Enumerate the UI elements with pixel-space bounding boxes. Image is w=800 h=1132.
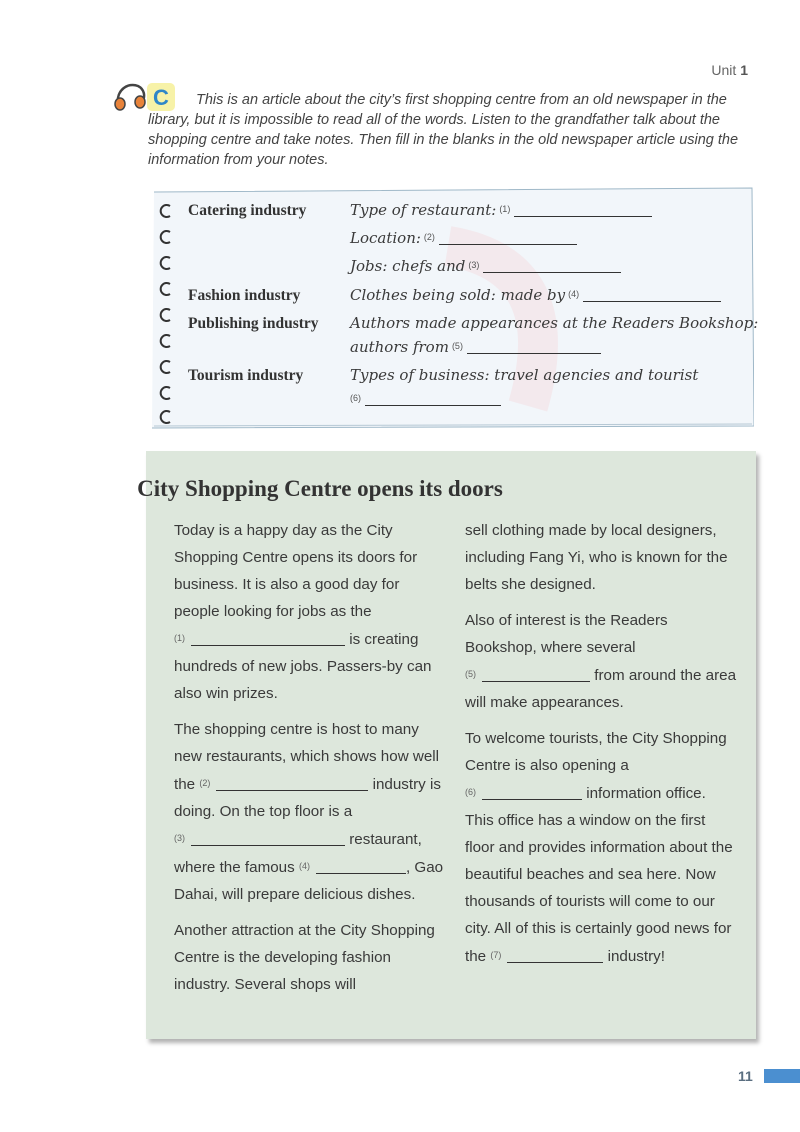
note-catering-line2: Location: $^{(2)}$ xyxy=(350,229,577,247)
article-title: City Shopping Centre opens its doors xyxy=(137,476,503,501)
headphones-icon xyxy=(112,80,148,114)
blank-article-7[interactable] xyxy=(507,962,603,963)
article-column-left xyxy=(174,517,446,1007)
note-label-tourism: Tourism industry xyxy=(188,367,304,384)
note-label-fashion: Fashion industry xyxy=(188,287,301,304)
note-label-publishing: Publishing industry xyxy=(188,315,319,332)
note-catering-line3: Jobs: chefs and $^{(3)}$ xyxy=(350,257,621,275)
page-number-bar xyxy=(764,1069,800,1083)
blank-note-6[interactable] xyxy=(365,405,501,406)
article-paragraph: Also of interest is the Readers Bookshop, where several (5) from around the area will make appearances. xyxy=(465,612,737,711)
blank-note-1[interactable] xyxy=(514,216,652,217)
article-paragraph: Today is a happy day as the City Shopping Centre opens its doors for business. It is also a good day for people looking for jobs as the (1) is creating hundreds of new jobs. Passers-by can also win prizes. xyxy=(174,522,432,702)
article-paragraph: To welcome tourists, the City Shopping Centre is also opening a (6) information office. This office has a window on the first floor and provides information about the beautiful beaches and sea here. Now thousands of tourists will come to our city. All of this is certainly good news for the (7) industry! xyxy=(465,730,733,965)
note-tourism-line2: (6) xyxy=(350,390,501,408)
article-paragraph: The shopping centre is host to many new restaurants, which shows how well the (2) industry is doing. On the top floor is a (3) restaurant, where the famous (4) , Gao Dahai, will prepare delicious dishes. xyxy=(174,721,444,903)
note-tourism-line1: Types of business: travel agencies and tourist xyxy=(350,366,699,384)
blank-note-4[interactable] xyxy=(583,301,721,302)
unit-label: Unit 1 xyxy=(711,62,748,78)
blank-article-1[interactable] xyxy=(191,645,345,646)
note-fashion-line1: Clothes being sold: made by $^{(4)}$ xyxy=(350,286,721,304)
svg-text:C: C xyxy=(153,85,169,110)
blank-article-4[interactable] xyxy=(316,873,406,874)
article-paragraph: Another attraction at the City Shopping Centre is the developing fashion industry. Several shops will xyxy=(174,922,435,993)
blank-article-6[interactable] xyxy=(482,799,582,800)
article-paragraph: sell clothing made by local designers, including Fang Yi, who is known for the belts she designed. xyxy=(465,522,728,593)
article-column-right xyxy=(465,517,737,979)
blank-article-2[interactable] xyxy=(216,790,368,791)
blank-article-5[interactable] xyxy=(482,681,590,682)
blank-note-2[interactable] xyxy=(439,244,577,245)
blank-note-3[interactable] xyxy=(483,272,621,273)
note-catering-line1: Type of restaurant: $^{(1)}$ xyxy=(350,201,652,219)
blank-article-3[interactable] xyxy=(191,845,345,846)
note-publishing-line1: Authors made appearances at the Readers Bookshop: xyxy=(350,314,759,332)
notepad-rings xyxy=(156,198,180,428)
note-publishing-line2: authors from $^{(5)}$ xyxy=(350,338,601,356)
note-label-catering: Catering industry xyxy=(188,202,307,219)
blank-note-5[interactable] xyxy=(467,353,601,354)
page-number: 11 xyxy=(738,1068,753,1084)
task-instructions: This is an article about the city’s first shopping centre from an old newspaper in the library, but it is impossible to read all of the words. Listen to the grandfather talk about the shopping centre and take notes. Then fill in the blanks in the old newspaper article using the information from your notes. xyxy=(148,92,739,168)
